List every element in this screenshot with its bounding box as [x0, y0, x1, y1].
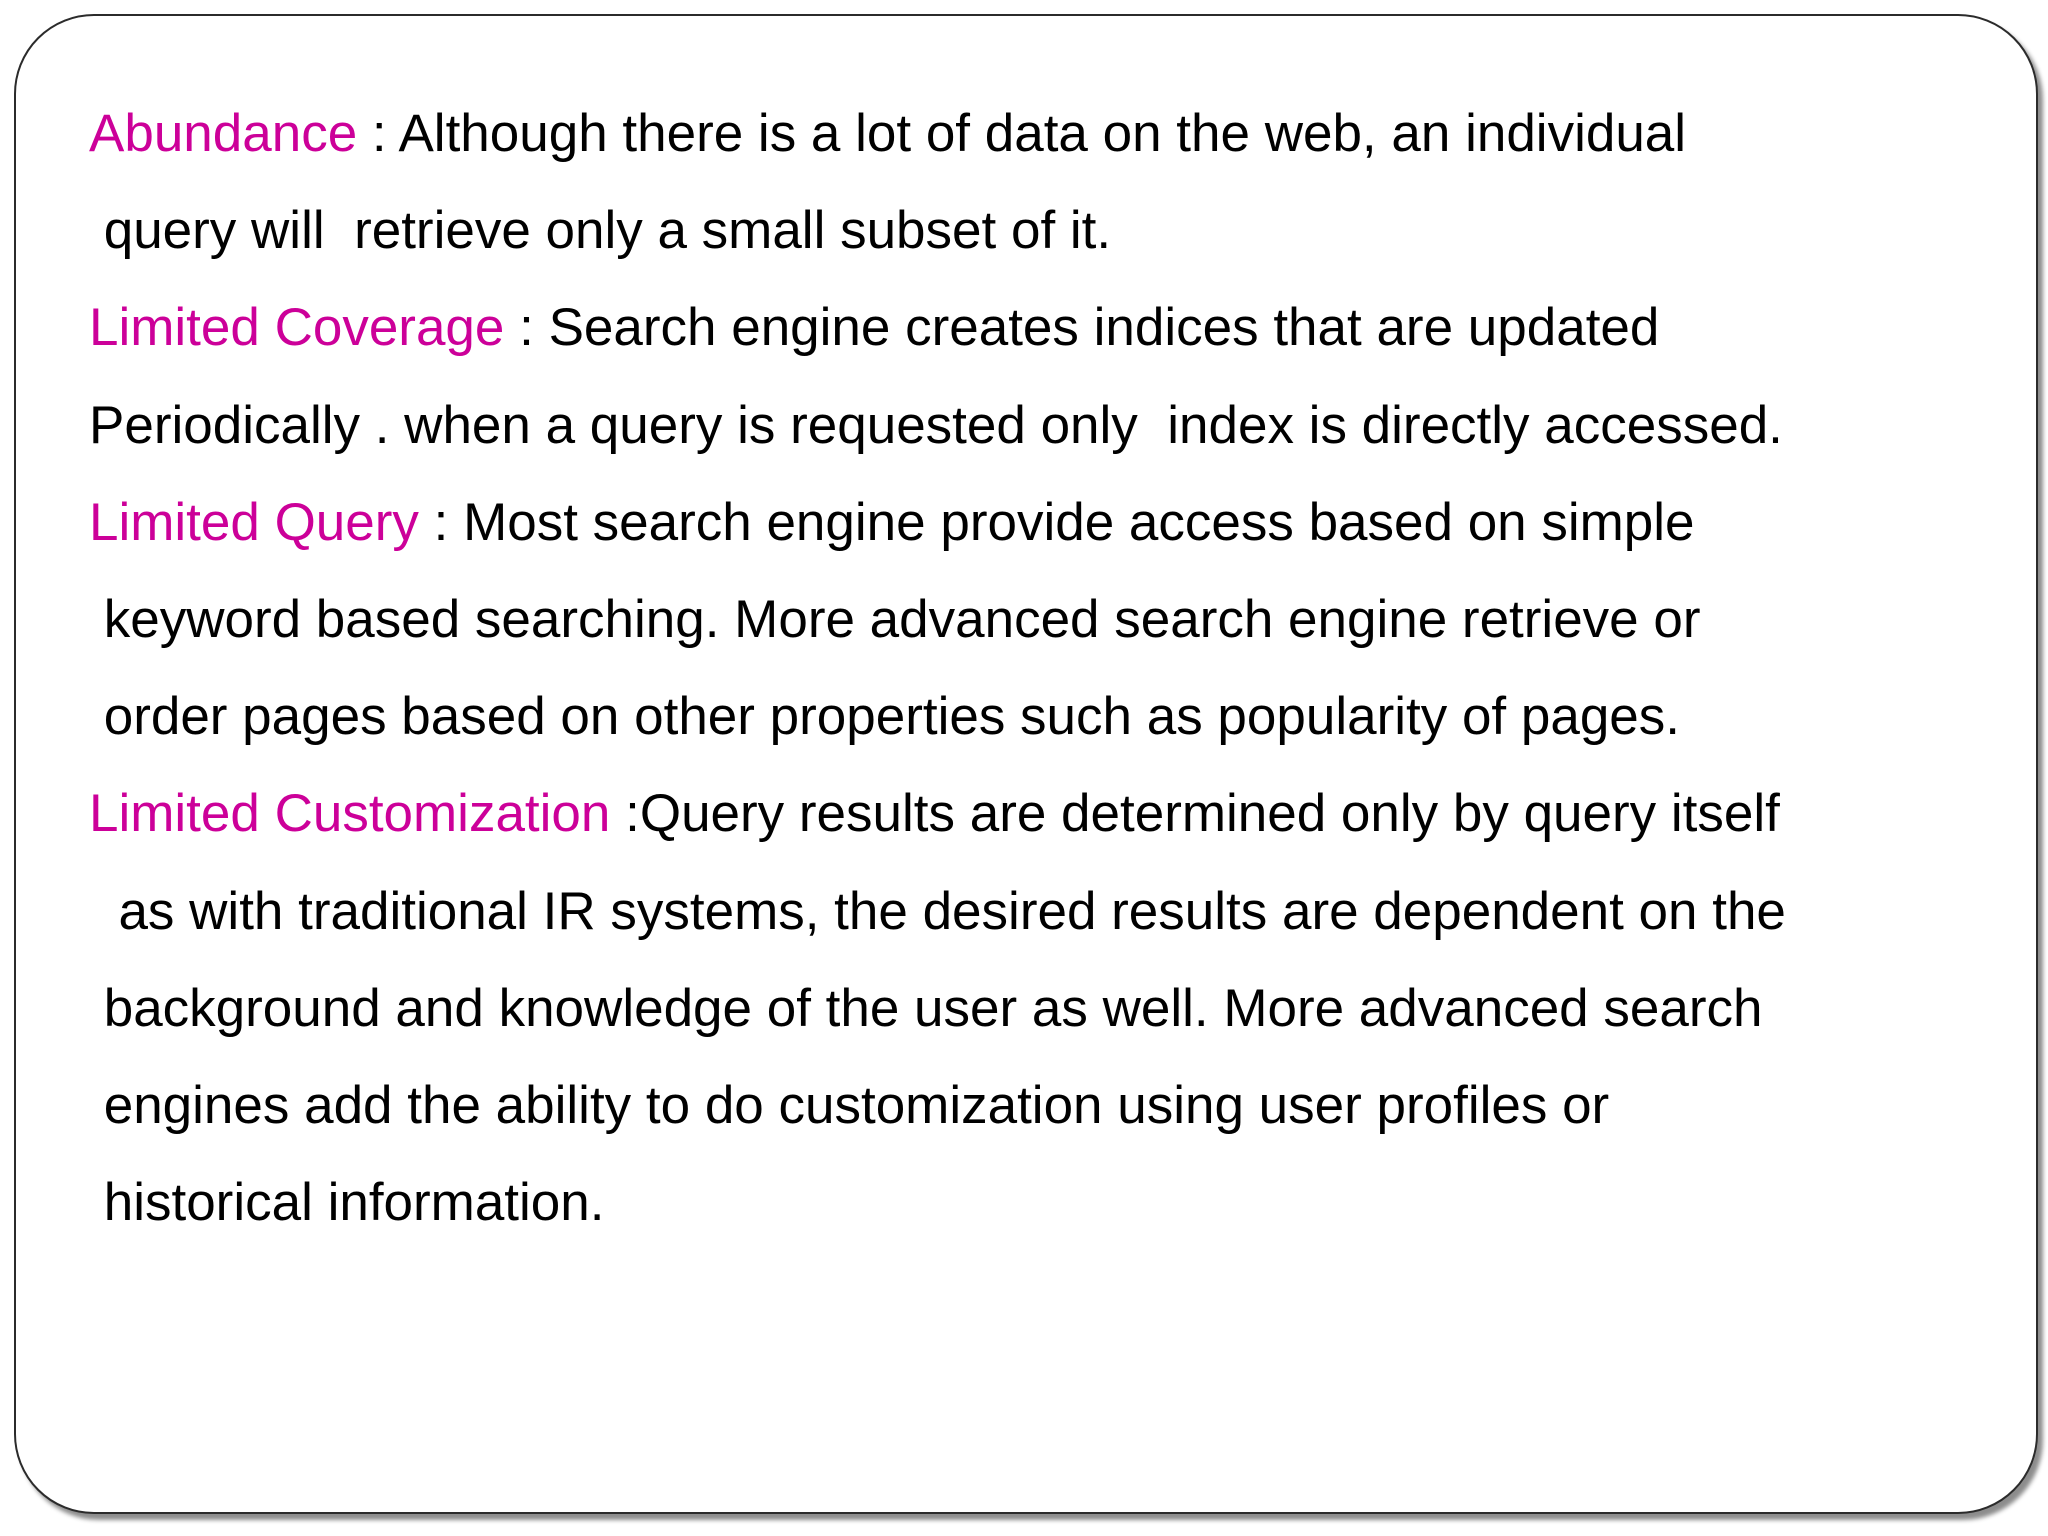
text-line-limited-customization — [89, 774, 1989, 871]
term-limited-coverage: Limited Coverage — [89, 298, 505, 358]
line-text: historical information. — [89, 1173, 605, 1233]
term-limited-query: Limited Query — [89, 492, 419, 552]
line-text: engines add the ability to do customization using user profiles or — [89, 1075, 1610, 1135]
line-text: background and knowledge of the user as well. More advanced search — [89, 978, 1763, 1038]
term-abundance: Abundance — [89, 104, 358, 163]
text-line-limited-query — [89, 483, 1989, 580]
text-line-limited-coverage — [89, 288, 1989, 385]
line-text: : Search engine creates indices that are updated — [504, 298, 1660, 358]
line-text: : Most search engine provide access based on simple — [418, 492, 1695, 552]
text-line — [89, 1163, 1989, 1260]
text-line — [89, 191, 1989, 288]
line-text: as with traditional IR systems, the desired results are dependent on the — [89, 881, 1786, 941]
text-line — [89, 872, 1989, 969]
text-line-abundance — [89, 94, 1989, 191]
text-line — [89, 969, 1989, 1066]
text-line — [89, 580, 1989, 677]
term-limited-customization: Limited Customization — [89, 784, 611, 844]
slide-body — [89, 94, 1989, 1260]
text-line — [89, 1066, 1989, 1163]
line-text: : Although there is a lot of data on the web, an individual — [357, 104, 1687, 163]
text-line — [89, 386, 1989, 483]
line-text: keyword based searching. More advanced search engine retrieve or — [89, 589, 1701, 649]
text-line — [89, 677, 1989, 774]
line-text: Periodically . when a query is requested only index is directly accessed. — [89, 395, 1783, 455]
line-text: order pages based on other properties such as popularity of pages. — [89, 687, 1681, 747]
line-text: :Query results are determined only by query itself — [610, 784, 1780, 844]
line-text: query will retrieve only a small subset of it. — [89, 201, 1112, 261]
